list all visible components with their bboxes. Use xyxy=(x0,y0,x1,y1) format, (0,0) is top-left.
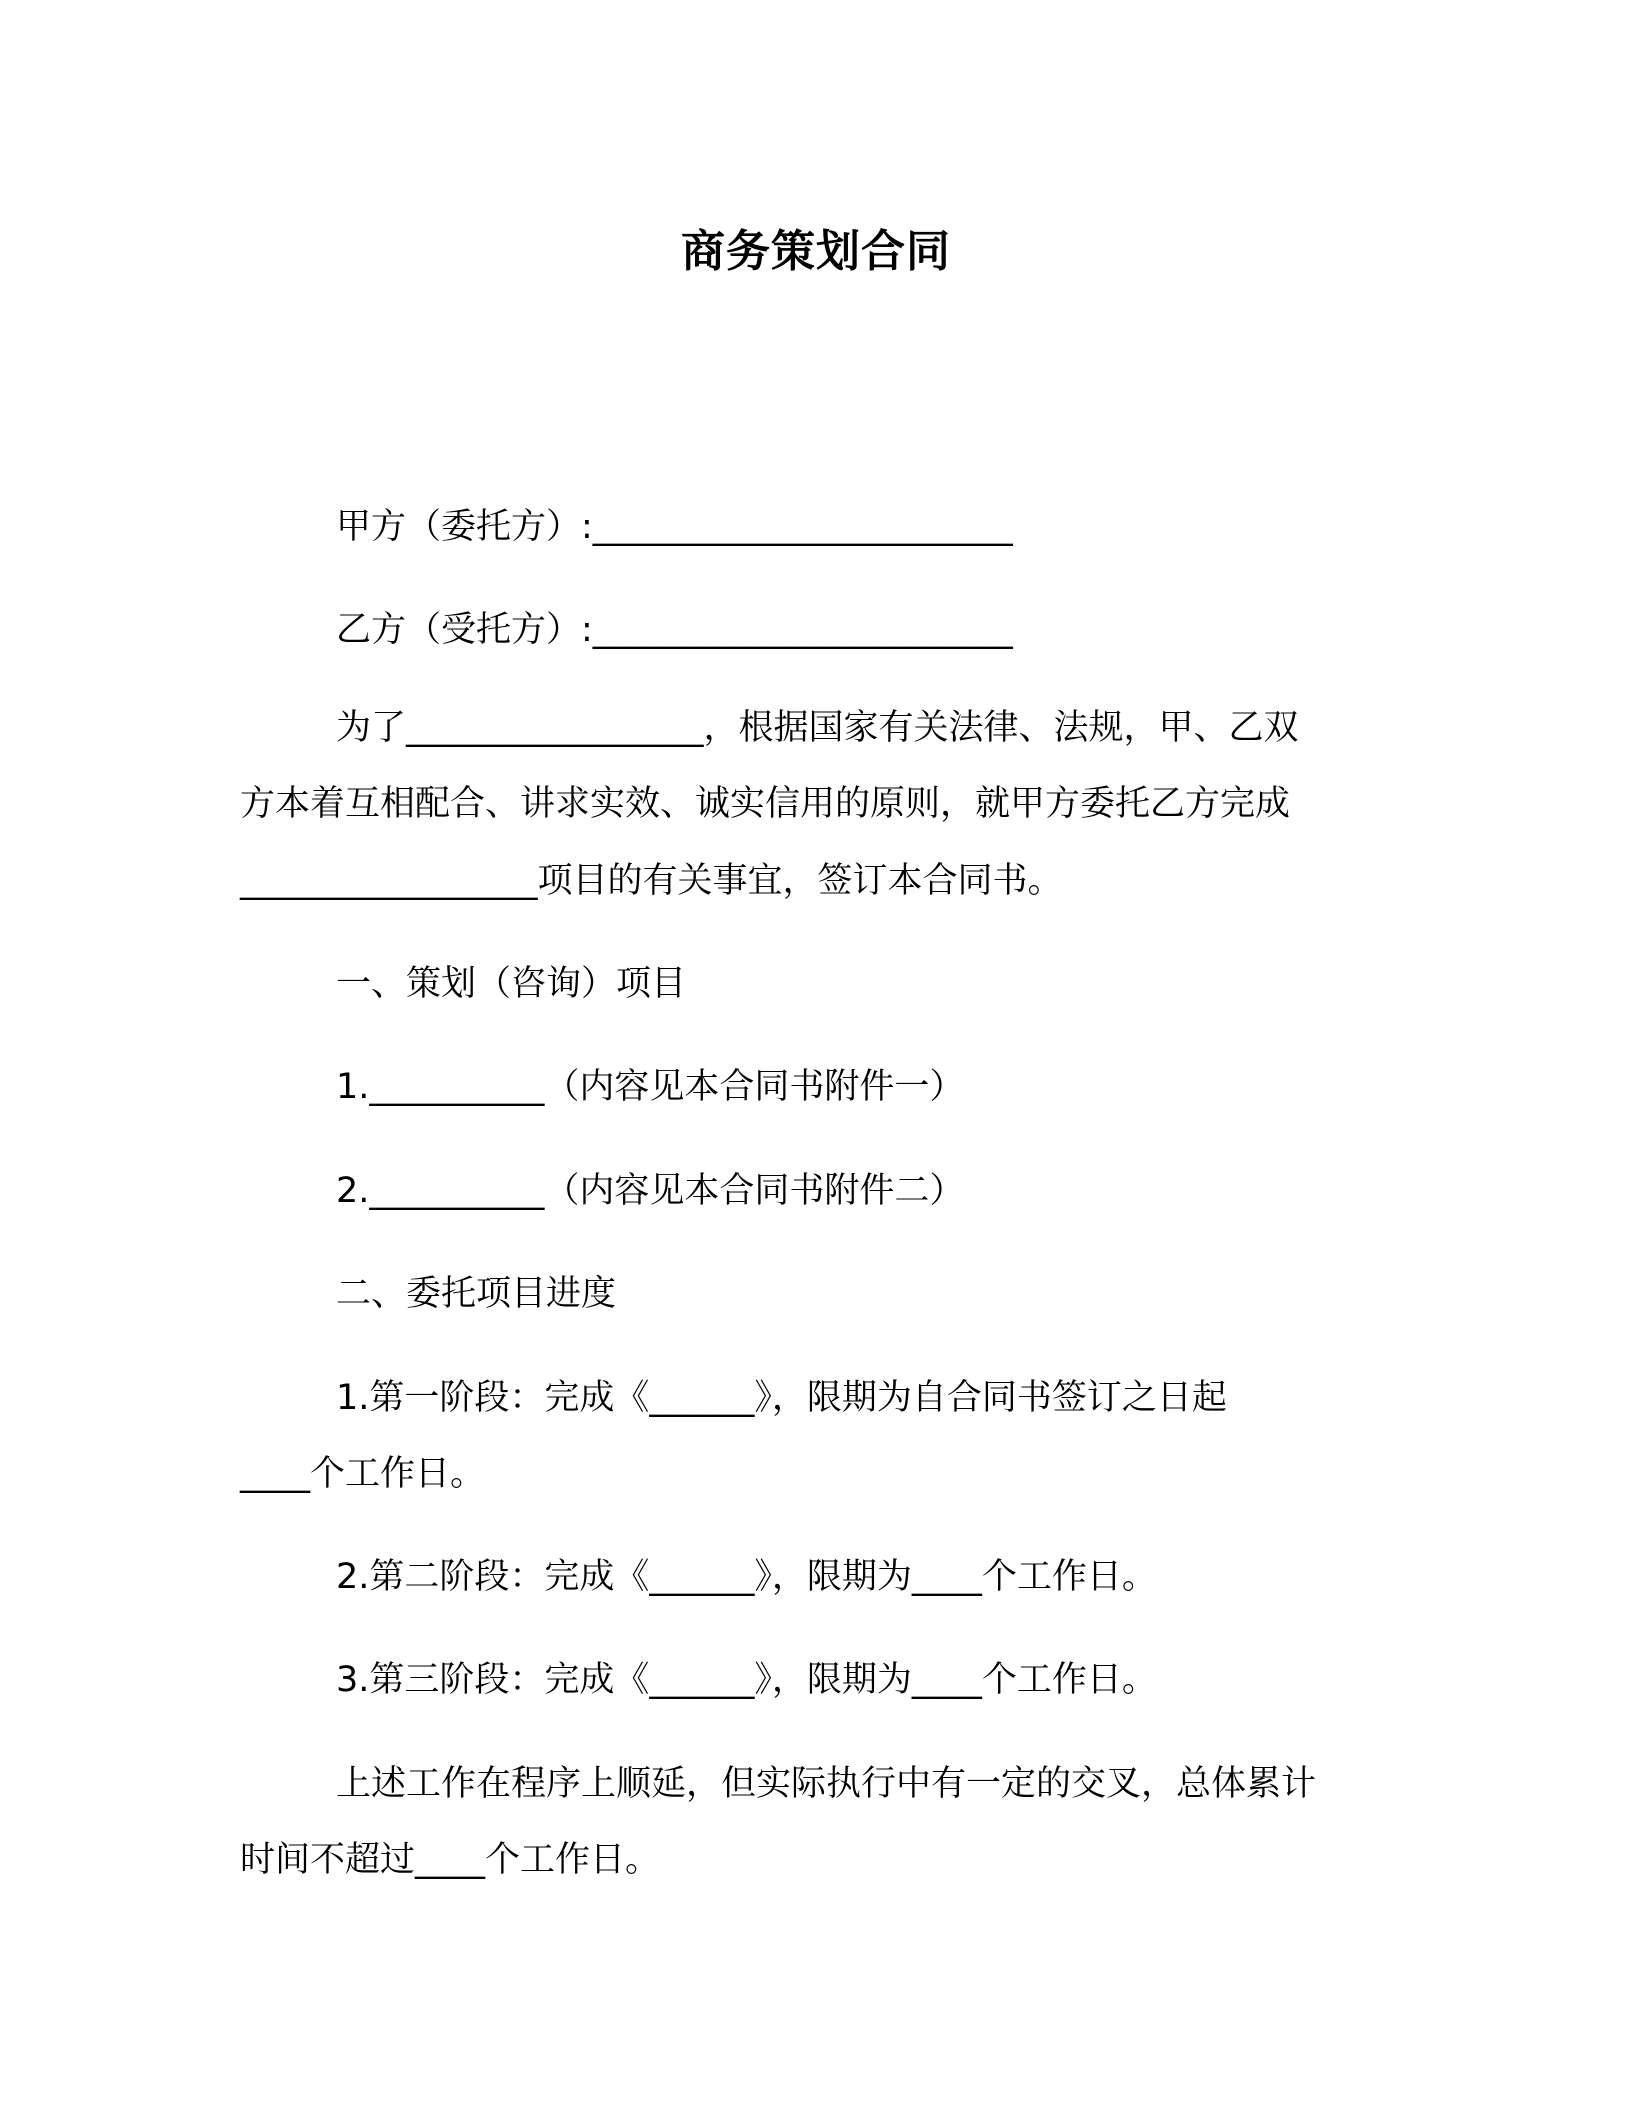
section-1-item-2: 2.__________（内容见本合同书附件二） xyxy=(336,1171,965,1211)
section-2-heading: 二、委托项目进度 xyxy=(336,1274,617,1314)
preamble-line-1: 为了_________________，根据国家有关法律、法规，甲、乙双 xyxy=(336,708,1299,748)
stage-1-line-1: 1.第一阶段：完成《______》，限期为自合同书签订之日起 xyxy=(336,1378,1227,1418)
summary-line-1: 上述工作在程序上顺延，但实际执行中有一定的交叉，总体累计 xyxy=(336,1764,1317,1804)
preamble-line-2: 方本着互相配合、讲求实效、诚实信用的原则，就甲方委托乙方完成 xyxy=(240,784,1291,824)
party-b-line: 乙方（受托方）:________________________ xyxy=(336,610,1013,650)
document-title: 商务策划合同 xyxy=(681,226,951,277)
stage-3-line: 3.第三阶段：完成《______》，限期为____个工作日。 xyxy=(336,1660,1157,1700)
stage-1-line-2: ____个工作日。 xyxy=(240,1454,486,1494)
stage-2-line: 2.第二阶段：完成《______》，限期为____个工作日。 xyxy=(336,1557,1157,1597)
summary-line-2: 时间不超过____个工作日。 xyxy=(240,1840,661,1880)
preamble-line-3: _________________项目的有关事宜，签订本合同书。 xyxy=(240,861,1063,901)
section-1-item-1: 1.__________（内容见本合同书附件一） xyxy=(336,1067,965,1107)
party-a-line: 甲方（委托方）:________________________ xyxy=(336,507,1013,547)
section-1-heading: 一、策划（咨询）项目 xyxy=(336,964,687,1004)
